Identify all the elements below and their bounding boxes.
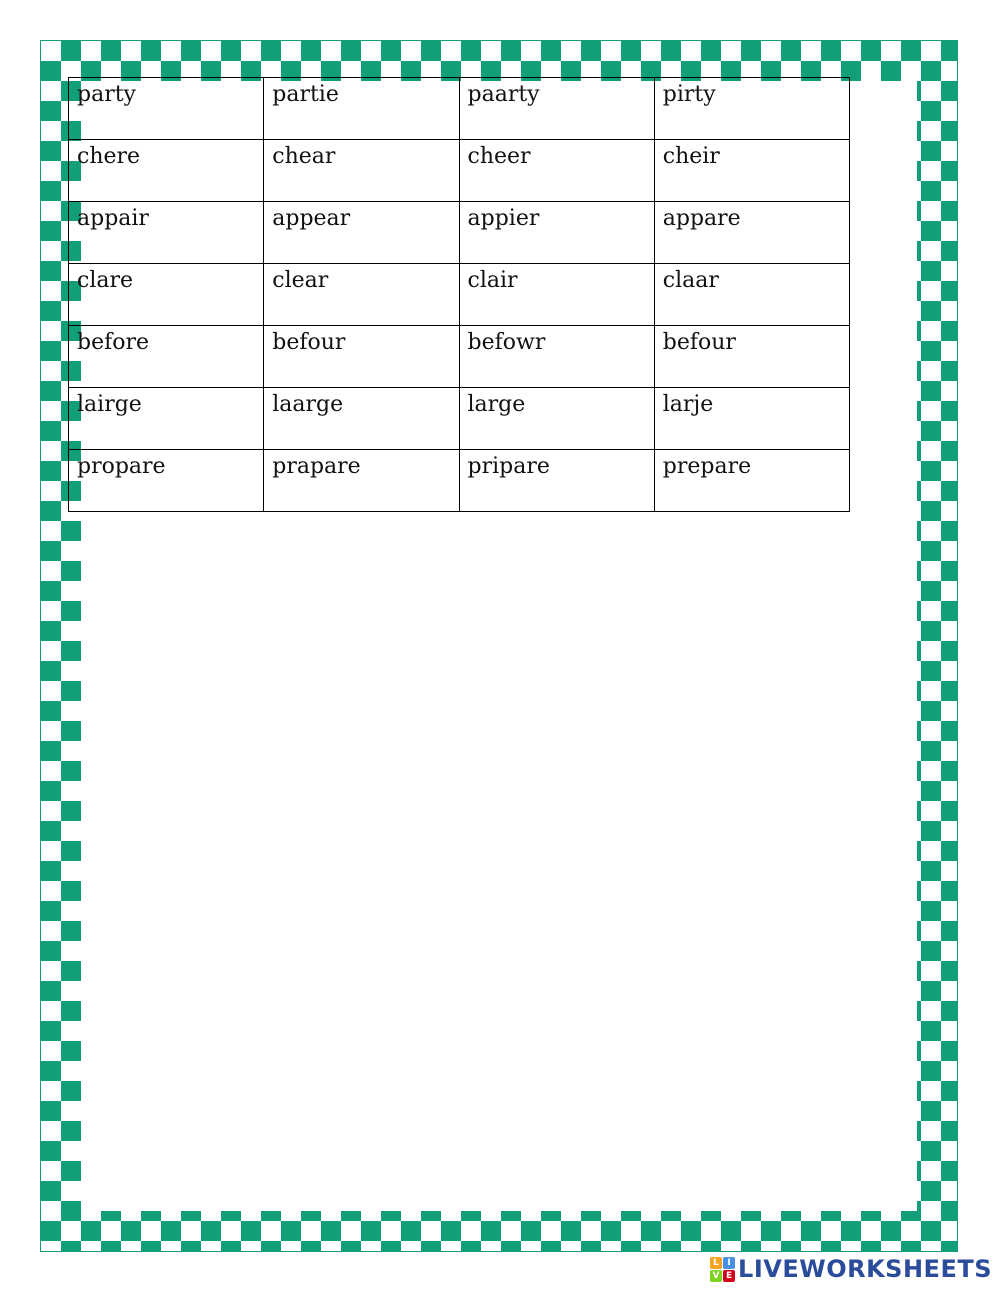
table-row bbox=[69, 202, 850, 264]
word-cell[interactable]: cheer bbox=[459, 140, 654, 202]
word-cell[interactable]: party bbox=[69, 78, 264, 140]
word-cell[interactable]: befowr bbox=[459, 326, 654, 388]
word-cell[interactable]: propare bbox=[69, 450, 264, 512]
logo-letter: V bbox=[710, 1270, 722, 1282]
word-cell[interactable]: laarge bbox=[264, 388, 459, 450]
word-cell[interactable]: appear bbox=[264, 202, 459, 264]
word-cell[interactable]: befour bbox=[264, 326, 459, 388]
word-cell[interactable]: prepare bbox=[654, 450, 849, 512]
table-row bbox=[69, 78, 850, 140]
brand-text: LIVEWORKSHEETS bbox=[738, 1255, 992, 1283]
liveworksheets-logo-icon bbox=[710, 1257, 735, 1282]
word-cell[interactable]: befour bbox=[654, 326, 849, 388]
word-cell[interactable]: clare bbox=[69, 264, 264, 326]
logo-letter: L bbox=[710, 1257, 722, 1269]
word-cell[interactable]: larje bbox=[654, 388, 849, 450]
table-row bbox=[69, 450, 850, 512]
word-cell[interactable]: appair bbox=[69, 202, 264, 264]
word-cell[interactable]: cheir bbox=[654, 140, 849, 202]
spelling-word-table bbox=[68, 77, 850, 512]
word-cell[interactable]: large bbox=[459, 388, 654, 450]
word-cell[interactable]: lairge bbox=[69, 388, 264, 450]
word-cell[interactable]: pripare bbox=[459, 450, 654, 512]
word-cell[interactable]: clair bbox=[459, 264, 654, 326]
table-row bbox=[69, 264, 850, 326]
word-cell[interactable]: claar bbox=[654, 264, 849, 326]
word-cell[interactable]: chere bbox=[69, 140, 264, 202]
liveworksheets-watermark bbox=[710, 1254, 992, 1284]
table-row bbox=[69, 326, 850, 388]
word-cell[interactable]: appare bbox=[654, 202, 849, 264]
word-cell[interactable]: partie bbox=[264, 78, 459, 140]
word-cell[interactable]: pirty bbox=[654, 78, 849, 140]
logo-letter: E bbox=[723, 1270, 735, 1282]
word-cell[interactable]: clear bbox=[264, 264, 459, 326]
table-row bbox=[69, 140, 850, 202]
word-cell[interactable]: before bbox=[69, 326, 264, 388]
logo-letter: I bbox=[723, 1257, 735, 1269]
word-cell[interactable]: chear bbox=[264, 140, 459, 202]
word-cell[interactable]: paarty bbox=[459, 78, 654, 140]
table-row bbox=[69, 388, 850, 450]
word-cell[interactable]: prapare bbox=[264, 450, 459, 512]
word-cell[interactable]: appier bbox=[459, 202, 654, 264]
